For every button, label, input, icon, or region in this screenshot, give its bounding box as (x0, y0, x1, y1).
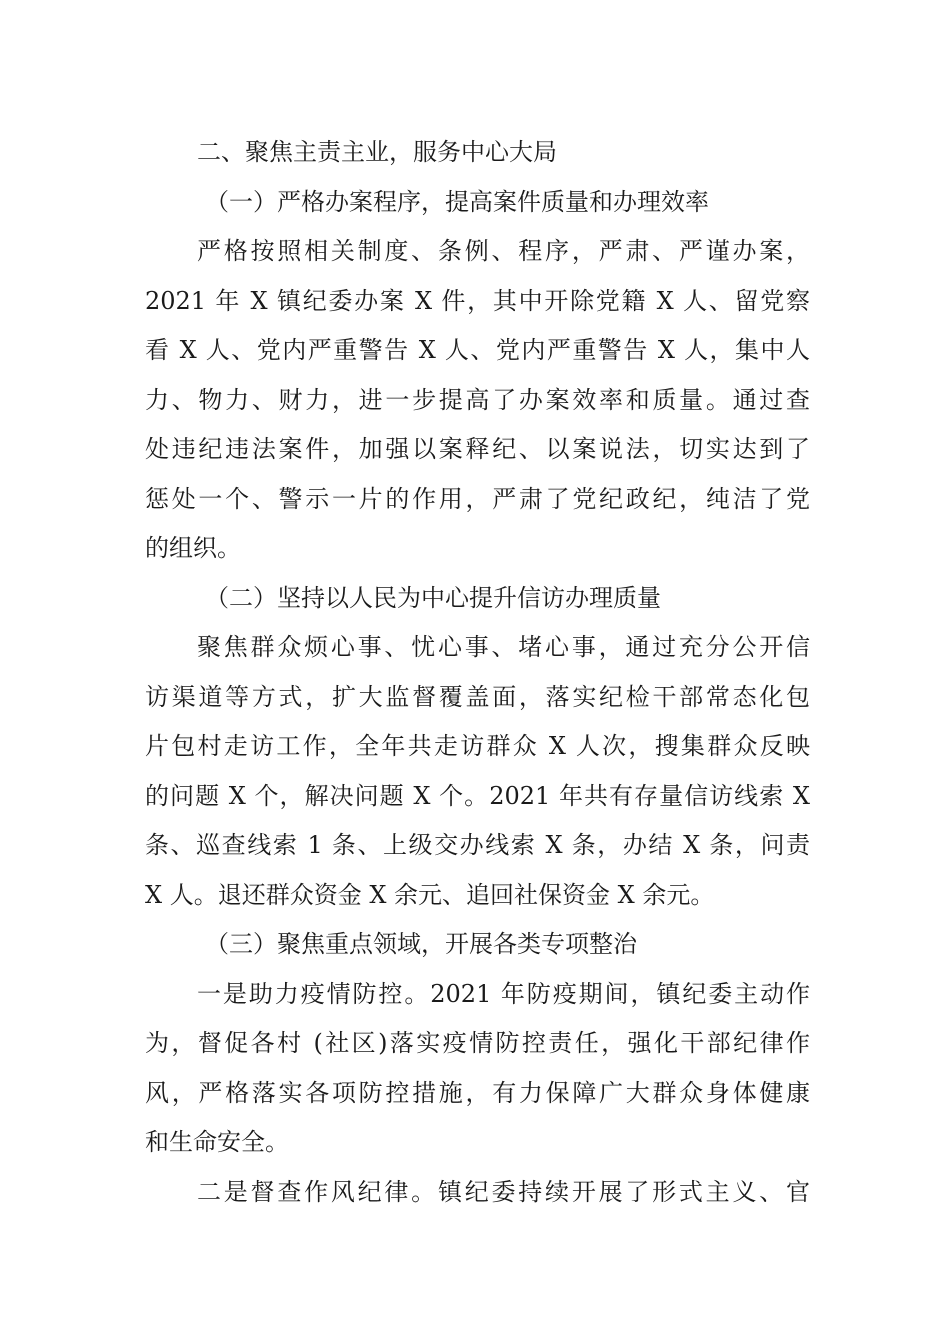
paragraph-line: 风，严格落实各项防控措施，有力保障广大群众身体健康 (145, 1078, 810, 1107)
paragraph-line: 的问题 X 个，解决问题 X 个。2021 年共有存量信访线索 X (145, 781, 810, 810)
paragraph-line: 力、物力、财力，进一步提高了办案效率和质量。通过查 (145, 385, 810, 414)
subsection-heading: （三）聚焦重点领域，开展各类专项整治 (205, 930, 637, 958)
paragraph-line: 惩处一个、警示一片的作用，严肃了党纪政纪，纯洁了党 (145, 484, 810, 513)
paragraph-line: 为，督促各村 (社区)落实疫情防控责任，强化干部纪律作 (145, 1029, 810, 1057)
paragraph-line: 访渠道等方式，扩大监督覆盖面，落实纪检干部常态化包 (145, 682, 810, 711)
paragraph-line: X 人。退还群众资金 X 余元、追回社保资金 X 余元。 (145, 880, 715, 909)
paragraph-line: 看 X 人、党内严重警告 X 人、党内严重警告 X 人，集中人 (145, 336, 810, 364)
subsection-heading: （二）坚持以人民为中心提升信访办理质量 (205, 583, 661, 612)
paragraph-line: 片包村走访工作，全年共走访群众 X 人次，搜集群众反映 (145, 732, 810, 760)
paragraph-line: 严格按照相关制度、条例、程序，严肃、严谨办案， (197, 237, 810, 265)
subsection-heading: （一）严格办案程序，提高案件质量和办理效率 (205, 187, 709, 216)
paragraph-line: 二是督查作风纪律。镇纪委持续开展了形式主义、官 (197, 1177, 810, 1206)
document-page (145, 128, 810, 1217)
paragraph-line: 2021 年 X 镇纪委办案 X 件，其中开除党籍 X 人、留党察 (145, 286, 810, 315)
paragraph-line: 一是助力疫情防控。2021 年防疫期间，镇纪委主动作 (197, 979, 810, 1008)
paragraph-line: 的组织。 (145, 534, 241, 562)
paragraph-line: 处违纪违法案件，加强以案释纪、以案说法，切实达到了 (145, 435, 810, 463)
paragraph-line: 和生命安全。 (145, 1128, 289, 1156)
section-heading: 二、聚焦主责主业，服务中心大局 (197, 138, 557, 166)
paragraph-line: 聚焦群众烦心事、忧心事、堵心事，通过充分公开信 (197, 633, 810, 661)
paragraph-line: 条、巡查线索 1 条、上级交办线索 X 条，办结 X 条，问责 (145, 831, 810, 859)
